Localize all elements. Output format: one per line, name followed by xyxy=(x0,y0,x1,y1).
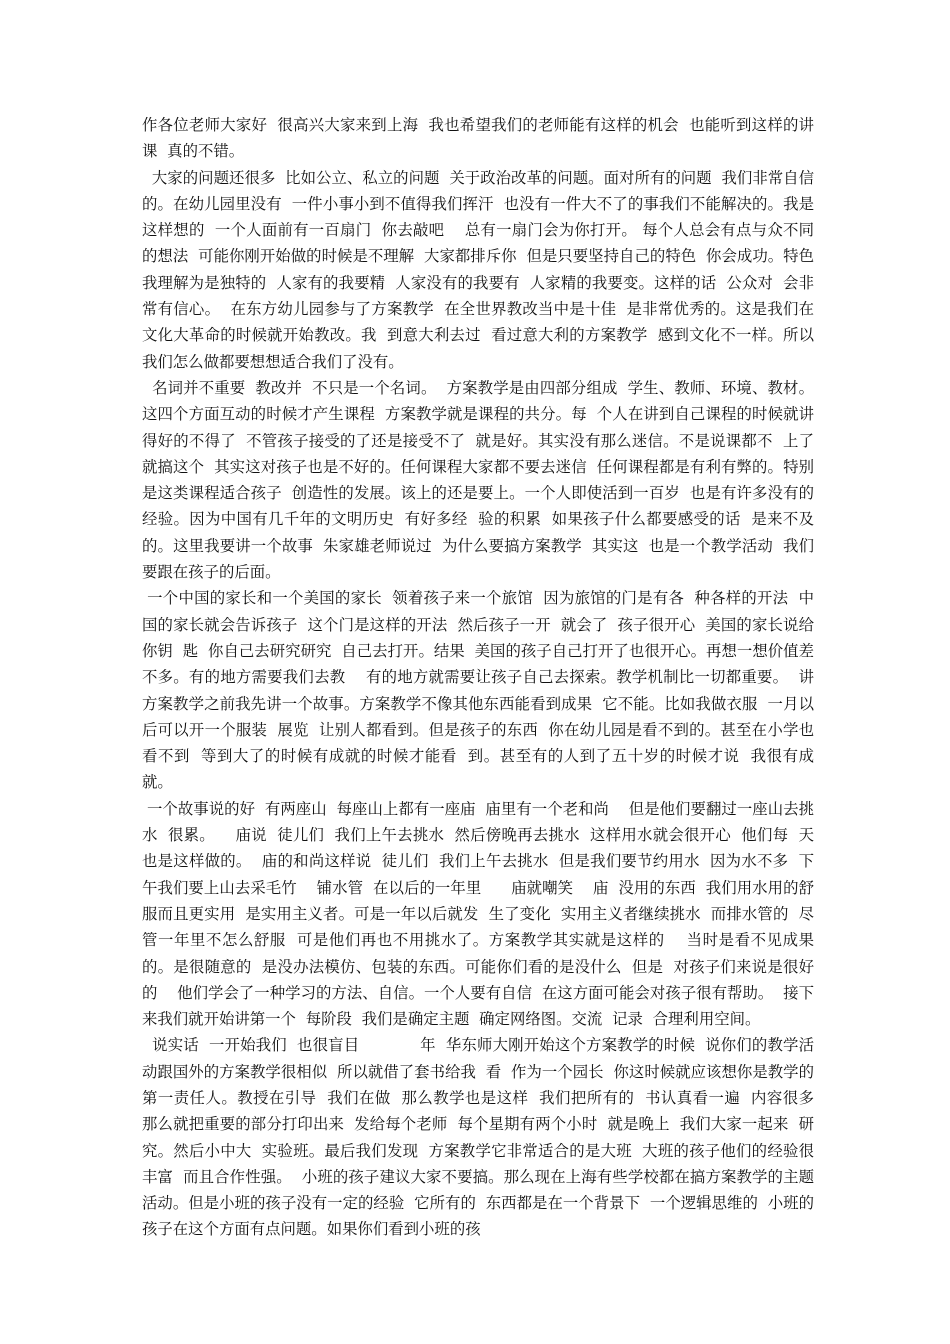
paragraph-6: 说实话 一开始我们 也很盲目 年 华东师大刚开始这个方案教学的时候 说你们的教学活动跟国外的方案教学很相似 所以就借了套书给我 看 作为一个园长 你这时候就应该想你是教学的第一责任人。教授在引导 我们在做 那么教学也是这样 我们把所有的 书认真看一遍 内容很多 那么就把重要的部分打印出来 发给每个老师 每个星期有两个小时 就是晚上 我们大家一起来 研究。然后小中大 实验班。最后我们发现 方案教学它非常适合的是大班 大班的孩子他们的经验很丰富 而且合作性强。 小班的孩子建议大家不要搞。那么现在上海有些学校都在搞方案教学的主题活动。但是小班的孩子没有一定的经验 它所有的 东西都是在一个背景下 一个逻辑思维的 小班的孩子在这个方面有点问题。如果你们看到小班的孩 xyxy=(142,1036,824,1239)
paragraph-2: 大家的问题还很多 比如公立、私立的问题 关于政治改革的问题。面对所有的问题 我们非常自信的。在幼儿园里没有 一件小事小到不值得我们挥汗 也没有一件大不了的事我们不能解决的。我是这样想的 一个人面前有一百扇门 你去敲吧 总有一扇门会为你打开。 每个人总会有点与众不同的想法 可能你刚开始做的时候是不理解 大家都排斥你 但是只要坚持自己的特色 你会成功。特色 我理解为是独特的 人家有的我要精 人家没有的我要有 人家精的我要变。这样的话 公众对 会非常有信心。 在东方幼儿园参与了方案教学 在全世界教改当中是十佳 是非常优秀的。这是我们在文化大革命的时候就开始教改。我 到意大利去过 看过意大利的方案教学 感到文化不一样。所以我们怎么做都要想想适合我们了没有。 xyxy=(142,168,824,371)
paragraph-3: 名词并不重要 教改并 不只是一个名词。 方案教学是由四部分组成 学生、教师、环境、教材。这四个方面互动的时候才产生课程 方案教学就是课程的共分。每 个人在讲到自己课程的时候就讲得好的不得了 不管孩子接受的了还是接受不了 就是好。其实没有那么迷信。不是说课都不 上了就搞这个 其实这对孩子也是不好的。任何课程大家都不要去迷信 任何课程都是有利有弊的。特别是这类课程适合孩子 创造性的发展。该上的还是要上。一个人即使活到一百岁 也是有许多没有的经验。因为中国有几千年的文明历史 有好多经 验的积累 如果孩子什么都要感受的话 是来不及的。这里我要讲一个故事 朱家雄老师说过 为什么要搞方案教学 其实这 也是一个教学活动 我们要跟在孩子的后面。 xyxy=(142,378,814,582)
paragraph-1: 作各位老师大家好 很高兴大家来到上海 我也希望我们的老师能有这样的机会 也能听到这样的讲课 真的不错。 xyxy=(142,116,814,161)
paragraph-4: 一个中国的家长和一个美国的家长 领着孩子来一个旅馆 因为旅馆的门是有各 种各样的开法 中国的家长就会告诉孩子 这个门是这样的开法 然后孩子一开 就会了 孩子很开心 美国的家长说给你钥 匙 你自己去研究研究 自己去打开。结果 美国的孩子自己打开了也很开心。再想一想价值差不多。有的地方需要我们去教 有的地方就需要让孩子自己去探索。教学机制比一切都重要。 讲方案教学之前我先讲一个故事。方案教学不像其他东西能看到成果 它不能。比如我做衣服 一月以后可以开一个服装 展览 让别人都看到。但是孩子的东西 你在幼儿园是看不到的。甚至在小学也看不到 等到大了的时候有成就的时候才能看 到。甚至有的人到了五十岁的时候才说 我很有成就。 xyxy=(142,589,814,792)
paragraph-5: 一个故事说的好 有两座山 每座山上都有一座庙 庙里有一个老和尚 但是他们要翻过一座山去挑水 很累。 庙说 徒儿们 我们上午去挑水 然后傍晚再去挑水 这样用水就会很开心 他们每 天也是这样做的。 庙的和尚这样说 徒儿们 我们上午去挑水 但是我们要节约用水 因为水不多 下午我们要上山去采毛竹 铺水管 在以后的一年里 庙就嘲笑 庙 没用的东西 我们用水用的舒服而且更实用 是实用主义者。可是一年以后就发 生了变化 实用主义者继续挑水 而排水管的 尽管一年里不怎么舒服 可是他们再也不用挑水了。方案教学其实就是这样的 当时是看不见成果的。是很随意的 是没办法模仿、包装的东西。可能你们看的是没什么 但是 对孩子们来说是很好的 他们学会了一种学习的方法、自信。一个人要有自信 在这方面可能会对孩子很有帮助。 接下来我们就开始讲第一个 每阶段 我们是确定主题 确定网络图。交流 记录 合理利用空间。 xyxy=(142,799,814,1029)
document-page xyxy=(142,112,824,1243)
